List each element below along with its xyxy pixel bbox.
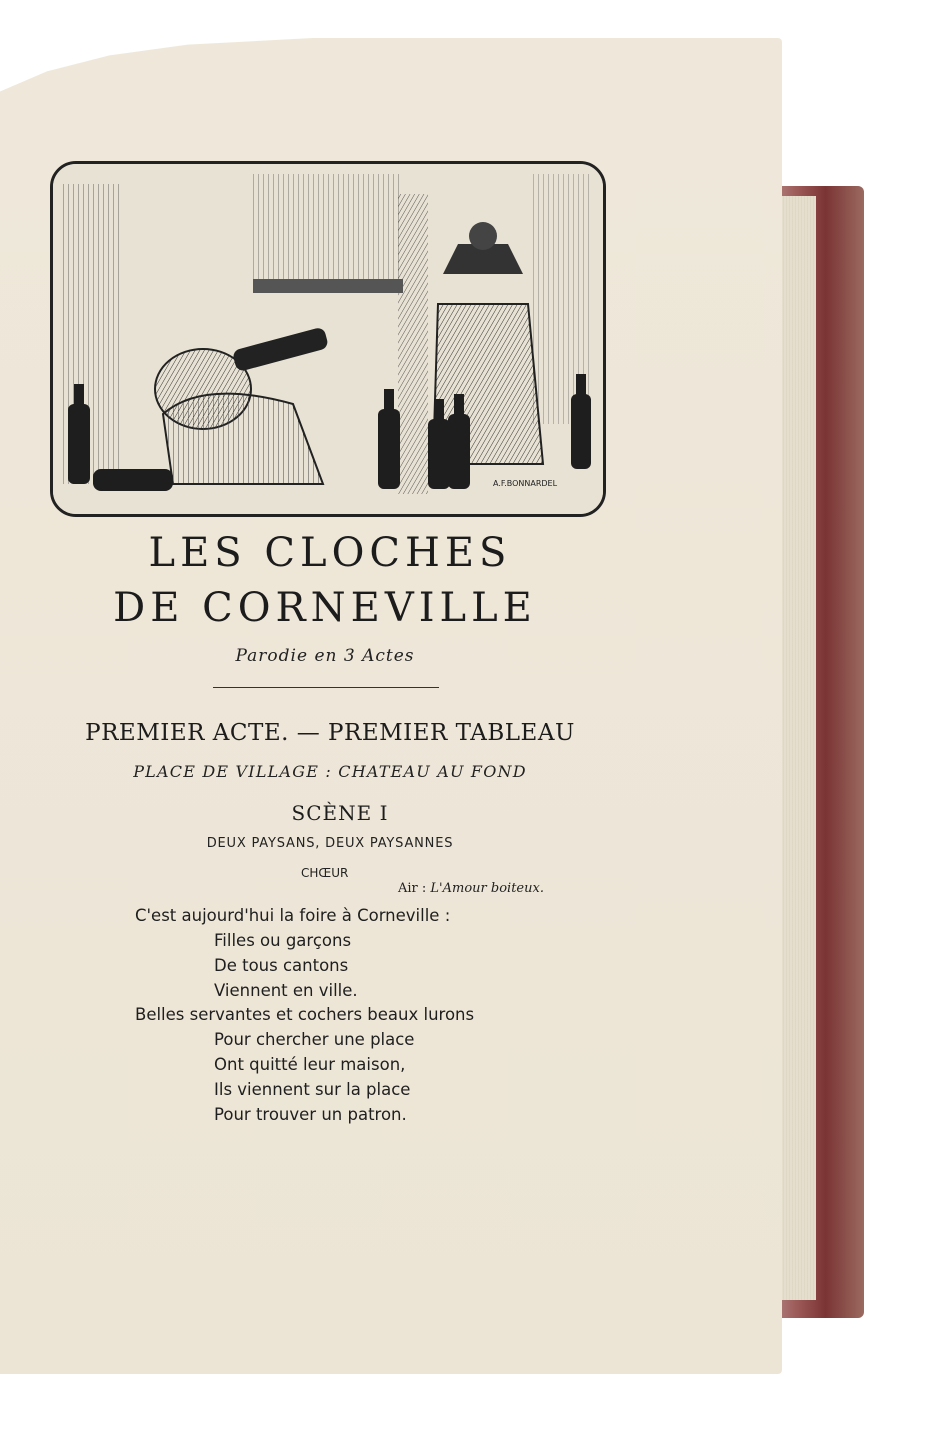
act-heading: PREMIER ACTE. — PREMIER TABLEAU xyxy=(85,720,575,746)
scene-characters: DEUX PAYSANS, DEUX PAYSANNES xyxy=(206,836,454,851)
verse-line: Belles servantes et cochers beaux lurons xyxy=(135,1005,475,1024)
place-description: PLACE DE VILLAGE : CHATEAU AU FOND xyxy=(133,762,527,781)
air-prefix: Air : xyxy=(398,881,427,896)
verse-line: Pour chercher une place xyxy=(214,1030,415,1049)
divider-rule xyxy=(213,687,439,688)
header-illustration xyxy=(50,161,606,517)
subtitle: Parodie en 3 Actes xyxy=(235,646,415,666)
verse-line: C'est aujourd'hui la foire à Corneville : xyxy=(135,906,451,925)
choeur-label: CHŒUR xyxy=(301,866,349,880)
air-note xyxy=(398,881,544,896)
verse-line: Viennent en ville. xyxy=(214,981,358,1000)
title-line-1: LES CLOCHES xyxy=(148,530,512,576)
scene-heading: SCÈNE I xyxy=(291,801,389,825)
verse-line: Filles ou garçons xyxy=(214,931,352,950)
illustration-signature: A.F.BONNARDEL xyxy=(493,479,558,488)
verse-line: Pour trouver un patron. xyxy=(214,1105,407,1124)
verse-line: Ont quitté leur maison, xyxy=(214,1055,406,1074)
verse-line: De tous cantons xyxy=(214,956,349,975)
verse-line: Ils viennent sur la place xyxy=(214,1080,411,1099)
air-title: L'Amour boiteux. xyxy=(430,881,544,896)
title-line-2: DE CORNEVILLE xyxy=(113,585,537,631)
